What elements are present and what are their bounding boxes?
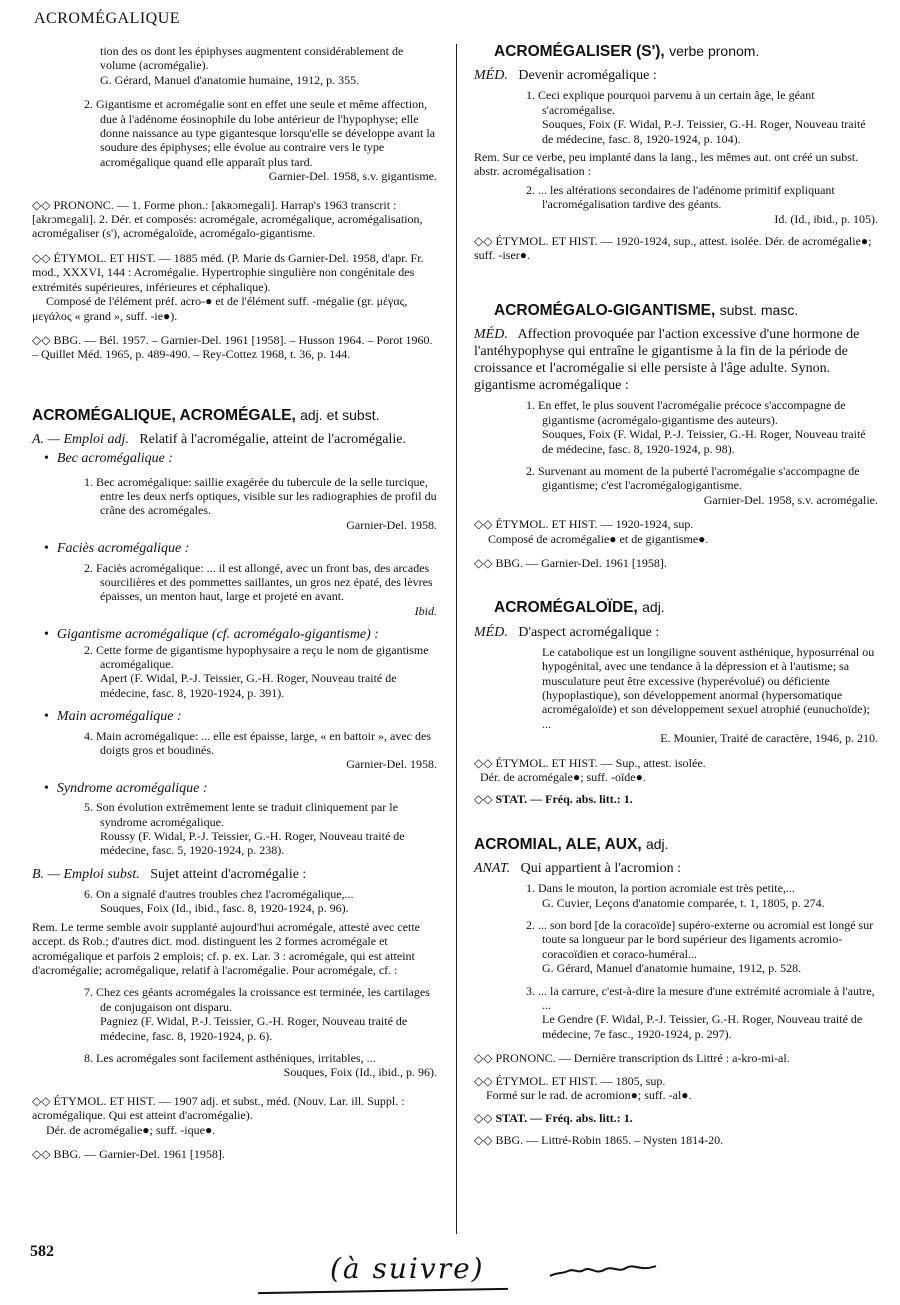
- etymology-detail: Dér. de acromégalie●; suff. -ique●.: [46, 1122, 216, 1137]
- entry-pos: adj. et subst.: [300, 406, 380, 423]
- section-b-definition: Sujet atteint d'acromégalie :: [150, 866, 307, 882]
- citation-source: Souques, Foix (Id., ibid., fasc. 8, 1920-1924, p. 96).: [100, 901, 349, 916]
- entry-pos: subst. masc.: [719, 301, 799, 318]
- entry-title-acromegalique: [32, 408, 437, 423]
- statistics-section: ◇◇ STAT. — Fréq. abs. litt.: 1.: [474, 1110, 633, 1125]
- example-3: 2. Cette forme de gigantisme hypophysaire a reçu le nom de gigantisme acromégalique.: [84, 642, 429, 671]
- citation-source: Id. (Id., ibid., p. 105).: [774, 211, 878, 226]
- entry-pos: verbe pronom.: [669, 43, 760, 59]
- citation-text: tion des os dont les épiphyses augmentent considérablement de volume (acromégalie).: [100, 44, 404, 73]
- etymology-section: ◇◇ ÉTYMOL. ET HIST. — 1885 méd. (P. Marie ds Garnier-Del. 1958, d'apr. Fr. mod., XXXVI, 144 : Acromégalie. Hypertrophie singulière non congénitale des extrémités supérieures, inférieures et céphalique).: [32, 250, 424, 294]
- remark: Rem. Sur ce verbe, peu implanté dans la lang., les mêmes aut. ont créé un subst. abstr. acromégalisation :: [474, 150, 859, 179]
- entry-headword: ACROMÉGALIQUE, ACROMÉGALE,: [32, 406, 296, 424]
- example-1: Le catabolique est un longiligne souvent asthénique, hyposurrénal ou hypogénital, avec une tendance à la dépression et à l'autisme; sa musculature peut être excessive (hyperévolué) ou déficiente (hypoplastique), son développement anormal (hypersomatique acromégaloïde) et son développement sexuel atrophié (eunuchoïde); ...: [542, 644, 875, 731]
- etymology-section: ◇◇ ÉTYMOL. ET HIST. — 1805, sup.: [474, 1073, 666, 1088]
- right-column: [474, 44, 878, 1147]
- entry-pos: adj.: [645, 835, 669, 852]
- citation-source: Ibid.: [414, 603, 437, 618]
- example-2: 2. ... son bord [de la coracoïde] supéro-externe ou acromial est longé sur toute sa longueur par le bord supérieur des ligaments acromio-coracoïdien et coraco-huméral...: [526, 918, 874, 961]
- entry-title-acromegaliser: [494, 44, 878, 59]
- etymology-section: ◇◇ ÉTYMOL. ET HIST. — 1920-1924, sup., attest. isolée. Dér. de acromégalie●; suff. -iser●.: [474, 234, 872, 263]
- subentry-bec: • Bec acromégalique :: [32, 452, 437, 466]
- domain-label: MÉD.: [474, 68, 508, 84]
- running-head: ACROMÉGALIQUE: [34, 10, 181, 27]
- citation-source: G. Gérard, Manuel d'anatomie humaine, 1912, p. 355.: [100, 72, 360, 87]
- citation-source: E. Mounier, Traité de caractère, 1946, p. 210.: [660, 731, 878, 746]
- definition: [474, 67, 878, 84]
- citation-source: Souques, Foix (F. Widal, P.-J. Teissier, G.-H. Roger, Nouveau traité de médecine, fasc. 8, 1920-1924, p. 98).: [542, 427, 866, 456]
- handwritten-note: (à suivre): [330, 1252, 485, 1285]
- example-2: 2. ... les altérations secondaires de l'adénome primitif expliquant l'acromégalisation tardive des géants.: [526, 182, 835, 212]
- example-1: 1. En effet, le plus souvent l'acromégalie précoce s'accompagne de gigantisme (acromégalo-gigantisme des auteurs).: [526, 398, 846, 427]
- entry-pos: adj.: [642, 599, 665, 616]
- example-7: 7. Chez ces géants acromégales la croissance est terminée, les cartilages de conjugaison ont disparu.: [84, 985, 430, 1014]
- page-number: 582: [30, 1243, 54, 1260]
- column-divider: [456, 44, 457, 1234]
- remark: Rem. Le terme semble avoir supplanté aujourd'hui acromégale, attesté avec cette accept. ds Rob.; d'autres dict. mod. distinguent les 2 formes acromégale et acromégalique et parfois 2 emplois; cf. p. ex. Lar. 3 : acromégale, qui est atteint d'acromégalie; acromégalique, relatif à l'acromégalie. Pour acromégale, cf. :: [32, 919, 420, 977]
- citation-source: G. Gérard, Manuel d'anatomie humaine, 1912, p. 528.: [542, 961, 802, 976]
- subentry-gigantisme: • Gigantisme acromégalique (cf. acromégalo-gigantisme) :: [32, 628, 437, 642]
- handwritten-underline: [258, 1288, 508, 1294]
- entry-title-acromegalo-gigantisme: [494, 303, 878, 318]
- definition: [474, 624, 878, 641]
- entry-headword: ACROMÉGALISER (S'),: [494, 43, 665, 60]
- entry-headword: ACROMÉGALOÏDE,: [494, 599, 638, 617]
- etymology-detail: Composé de l'élément préf. acro-● et de l'élément suff. -mégalie (gr. μέγας, μεγάλος « grand », suff. -ie●).: [32, 294, 408, 323]
- example-1: 1. Dans le mouton, la portion acromiale est très petite,...: [526, 881, 795, 896]
- etymology-section: ◇◇ ÉTYMOL. ET HIST. — 1907 adj. et subst., méd. (Nouv. Lar. ill. Suppl. : acromégalique. Qui est atteint d'acromégalie).: [32, 1093, 405, 1123]
- entry-title-acromegaloide: [494, 600, 878, 615]
- handwritten-scribble: [548, 1262, 658, 1280]
- section-a-label: A. — Emploi adj.: [32, 432, 129, 448]
- example-8: 8. Les acromégales sont facilement asthéniques, irritables, ...: [84, 1050, 376, 1065]
- example-4: 4. Main acromégalique: ... elle est épaisse, large, « en battoir », avec des doigts gros et boudinés.: [84, 728, 431, 758]
- citation-source: Garnier-Del. 1958, s.v. acromégalie.: [703, 492, 878, 507]
- definition-text: D'aspect acromégalique :: [518, 624, 660, 640]
- domain-label: ANAT.: [474, 861, 511, 877]
- prononciation-section: ◇◇ PRONONC. — 1. Forme phon.: [akʀɔmegali]. Harrap's 1963 transcrit : [akrɔmɛgali]. 2. Dér. et composés: acromégale, acromégalique, acromégalisation, acromégaliser (s'), acromégaloïde, acromégalo-gigantisme.: [32, 197, 423, 241]
- etymology-detail: Composé de acromégalie● et de gigantisme●.: [488, 531, 709, 546]
- example-2: 2. Gigantisme et acromégalie sont en effet une seule et même affection, due à l'adénome éosinophile du lobe antérieur de l'hypophyse; elle donne naissance au type gigantesque lorsqu'elle se développe avant la soudure des épiphyses; elle évolue au contraire vers le type acromégalique quand elle apparaît plus tard.: [84, 97, 436, 169]
- example-3: 3. ... la carrure, c'est-à-dire la mesure d'une extrémité acromiale à l'autre, ...: [526, 983, 875, 1013]
- citation-source: Souques, Foix (F. Widal, P.-J. Teissier, G.-H. Roger, Nouveau traité de médecine, fasc. 8, 1920-1924, p. 104).: [542, 117, 866, 146]
- etymology-detail: Formé sur le rad. de acromion●; suff. -al●.: [486, 1088, 692, 1103]
- subentry-main: • Main acromégalique :: [32, 710, 437, 724]
- bibliography-section: ◇◇ BBG. — Littré-Robin 1865. – Nysten 1814-20.: [474, 1132, 724, 1147]
- citation-source: Garnier-Del. 1958.: [346, 517, 437, 532]
- citation-source: Apert (F. Widal, P.-J. Teissier, G.-H. Roger, Nouveau traité de médecine, fasc. 8, 1920-1924, p. 391).: [100, 671, 397, 700]
- definition-text: Devenir acromégalique :: [518, 68, 657, 84]
- entry-headword: ACROMÉGALO-GIGANTISME,: [494, 301, 716, 319]
- etymology-section: ◇◇ ÉTYMOL. ET HIST. — Sup., attest. isolée.: [474, 755, 706, 770]
- example-2b: 2. Faciès acromégalique: ... il est allongé, avec un front bas, des arcades sourcilières et des pommettes saillantes, un gros nez épaté, des lèvres épaisses, un menton haut, large et projeté en avant.: [84, 560, 433, 604]
- etymology-detail: Dér. de acromégale●; suff. -oïde●.: [480, 770, 646, 784]
- statistics-section: ◇◇ STAT. — Fréq. abs. litt.: 1.: [474, 792, 633, 807]
- bibliography-section: ◇◇ BBG. — Garnier-Del. 1961 [1958].: [32, 1146, 225, 1161]
- section-b: [32, 866, 437, 883]
- section-a-definition: Relatif à l'acromégalie, atteint de l'acromégalie.: [139, 432, 406, 448]
- definition-text: Affection provoquée par l'action excessive d'une hormone de l'antéhypophyse qui entraîne le gigantisme à la fin de la période de croissance et l'acromégalie si elle persiste à l'âge adulte. Synon. gigantisme acromégalique :: [474, 327, 860, 394]
- domain-label: MÉD.: [474, 624, 508, 640]
- example-2: 2. Survenant au moment de la puberté l'acromégalie s'accompagne de gigantisme; c'est l'acromégalogigantisme.: [526, 463, 860, 493]
- citation-source: Roussy (F. Widal, P.-J. Teissier, G.-H. Roger, Nouveau traité de médecine, fasc. 5, 1920-1924, p. 238).: [100, 829, 405, 858]
- left-column: [32, 44, 437, 1161]
- definition: [474, 326, 878, 394]
- section-a: [32, 431, 437, 448]
- definition: [474, 860, 878, 877]
- example-6: 6. On a signalé d'autres troubles chez l'acromégalique,...: [84, 886, 354, 901]
- section-b-label: B. — Emploi subst.: [32, 866, 140, 882]
- bibliography-section: ◇◇ BBG. — Garnier-Del. 1961 [1958].: [474, 555, 667, 570]
- citation-source: G. Cuvier, Leçons d'anatomie comparée, t. 1, 1805, p. 274.: [542, 895, 825, 910]
- entry-headword: ACROMIAL, ALE, AUX,: [474, 835, 642, 853]
- subentry-syndrome: • Syndrome acromégalique :: [32, 782, 437, 796]
- domain-label: MÉD.: [474, 327, 508, 343]
- example-5: 5. Son évolution extrêmement lente se traduit cliniquement par le syndrome acromégalique.: [84, 800, 398, 829]
- citation-source: Souques, Foix (Id., ibid., p. 96).: [283, 1065, 437, 1080]
- prononciation-section: ◇◇ PRONONC. — Dernière transcription ds Littré : a-kro-mi-al.: [474, 1051, 790, 1066]
- subentry-facies: • Faciès acromégalique :: [32, 542, 437, 556]
- entry-title-acromial: [474, 837, 878, 852]
- definition-text: Qui appartient à l'acromion :: [520, 861, 682, 877]
- citation-source: Garnier-Del. 1958.: [346, 757, 437, 772]
- citation-source: Le Gendre (F. Widal, P.-J. Teissier, G.-H. Roger, Nouveau traité de médecine, 7e fasc., 1920-1924, p. 297).: [542, 1012, 863, 1041]
- bibliography-section: ◇◇ BBG. — Bél. 1957. – Garnier-Del. 1961 [1958]. – Husson 1964. – Porot 1960. – Quillet Méd. 1965, p. 489-490. – Rey-Cottez 1968, t. 36, p. 144.: [32, 332, 433, 362]
- citation-source: Garnier-Del. 1958, s.v. gigantisme.: [268, 169, 437, 184]
- citation-source: Pagniez (F. Widal, P.-J. Teissier, G.-H. Roger, Nouveau traité de médecine, fasc. 8, 1920-1924, p. 6).: [100, 1014, 408, 1043]
- example-1: 1. Bec acromégalique: saillie exagérée du tubercule de la selle turcique, entre les deux nerfs optiques, visible sur les radiographies de profil du crâne des acromégales.: [84, 474, 437, 518]
- etymology-section: ◇◇ ÉTYMOL. ET HIST. — 1920-1924, sup.: [474, 517, 694, 532]
- example-1: 1. Ceci explique pourquoi parvenu à un certain âge, le géant s'acromégalise.: [526, 88, 815, 117]
